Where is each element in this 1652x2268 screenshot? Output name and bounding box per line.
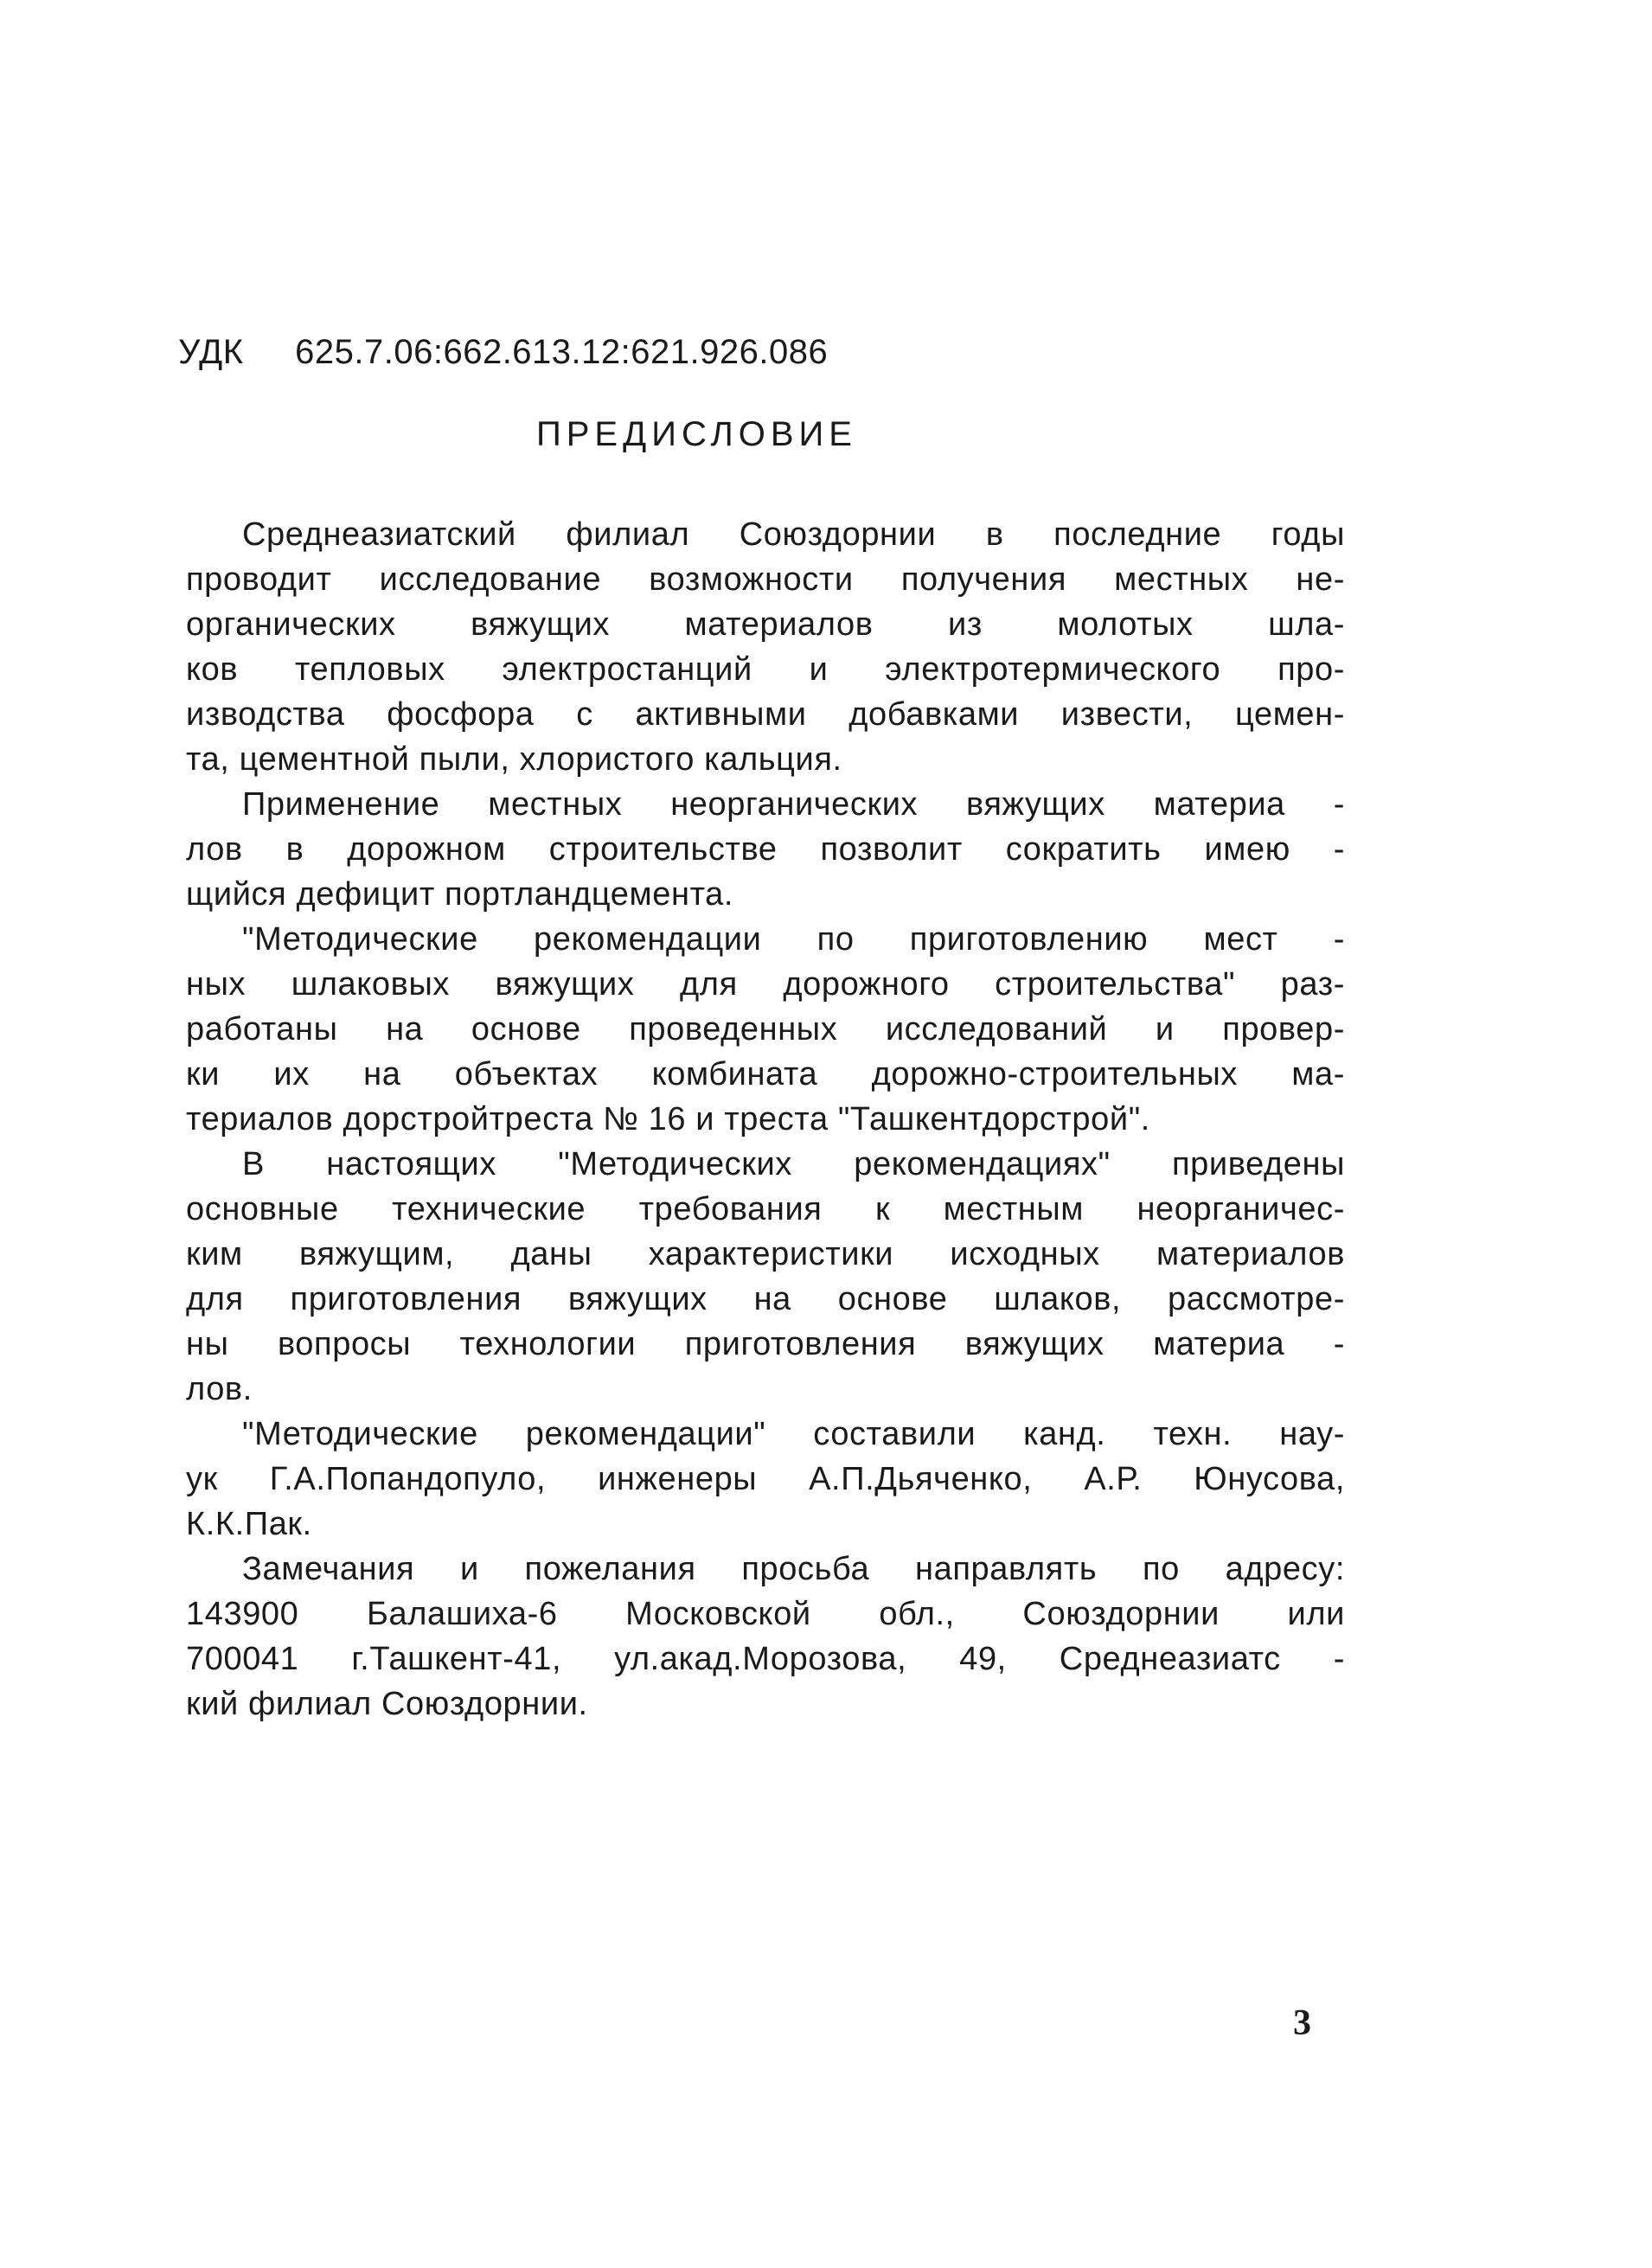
paragraph-authors: [186, 1412, 1345, 1547]
text-line: лов в дорожном строительстве позволит сократить имею -: [186, 831, 1345, 868]
text-line: К.К.Пак.: [186, 1506, 312, 1542]
text-line: Применение местных неорганических вяжущих материа -: [242, 786, 1345, 823]
text-line: "Методические рекомендации по приготовлению мест -: [242, 921, 1345, 958]
page-number: 3: [1293, 2003, 1311, 2043]
text-line: для приготовления вяжущих на основе шлаков, рассмотре-: [186, 1281, 1345, 1317]
udc-label: УДК: [178, 333, 244, 371]
text-line: Замечания и пожелания просьба направлять по адресу:: [242, 1551, 1345, 1587]
text-line: ных шлаковых вяжущих для дорожного строительства" раз-: [186, 966, 1345, 1003]
paragraph-recommendations: [186, 917, 1345, 1142]
text-line: 700041 г.Ташкент-41, ул.акад.Морозова, 49, Среднеазиатс -: [186, 1641, 1345, 1677]
text-line: ков тепловых электростанций и электротермического про-: [186, 651, 1345, 688]
text-line: работаны на основе проведенных исследований и провер-: [186, 1011, 1345, 1048]
text-line: ки их на объектах комбината дорожно-строительных ма-: [186, 1056, 1345, 1092]
text-line: ким вяжущим, даны характеристики исходных материалов: [186, 1236, 1345, 1272]
paragraph-contact: [186, 1547, 1345, 1727]
text-line: основные технические требования к местным неорганичес-: [186, 1191, 1345, 1227]
udc-classification: [178, 333, 828, 372]
text-line: 143900 Балашиха-6 Московской обл., Союздорнии или: [186, 1596, 1345, 1632]
text-line: щийся дефицит портландцемента.: [186, 876, 734, 913]
text-line: ук Г.А.Попандопуло, инженеры А.П.Дьяченко, А.Р. Юнусова,: [186, 1461, 1345, 1497]
text-line: "Методические рекомендации" составили канд. техн. нау-: [242, 1416, 1345, 1452]
paragraph-application: [186, 782, 1345, 917]
text-line: Среднеазиатский филиал Союздорнии в последние годы: [242, 516, 1345, 553]
page-title: ПРЕДИСЛОВИЕ: [536, 415, 857, 453]
preface-body: [186, 512, 1345, 1727]
text-line: та, цементной пыли, хлористого кальция.: [186, 741, 842, 778]
text-line: проводит исследование возможности получения местных не-: [186, 561, 1345, 598]
text-line: изводства фосфора с активными добавками извести, цемен-: [186, 696, 1345, 733]
text-line: органических вяжущих материалов из молотых шла-: [186, 606, 1345, 643]
text-line: териалов дорстройтреста № 16 и треста "Ташкентдорстрой".: [186, 1101, 1150, 1137]
text-line: ны вопросы технологии приготовления вяжущих материа -: [186, 1326, 1345, 1362]
text-line: В настоящих "Методических рекомендациях" приведены: [242, 1146, 1345, 1182]
paragraph-intro: [186, 512, 1345, 782]
udc-code: 625.7.06:662.613.12:621.926.086: [295, 333, 829, 371]
paragraph-contents: [186, 1142, 1345, 1412]
text-line: кий филиал Союздорнии.: [186, 1686, 588, 1722]
text-line: лов.: [186, 1371, 253, 1407]
